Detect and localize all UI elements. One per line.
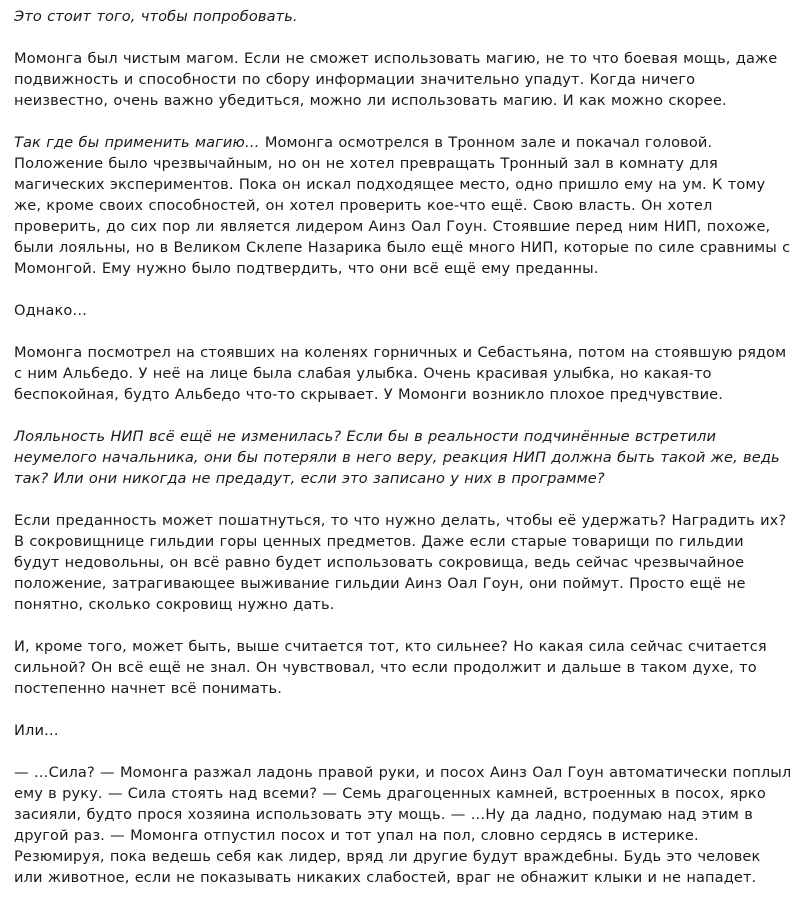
italic-text: Это стоит того, чтобы попробовать. bbox=[14, 8, 298, 25]
body-text: Момонга осмотрелся в Тронном зале и покачал головой. Положение было чрезвычайным, но он не хотел превращать Тронный зал в комнату для магических экспериментов. Пока он искал подходящее место, одно пришло ему на ум. К тому же, кроме своих способностей, он хотел проверить кое-что ещё. Свою власть. Он хотел проверить, до сих пор ли является лидером Аинз Оал Гоун. Стоявшие перед ним НИП, похоже, были лояльны, но в Великом Склепе Назарика было ещё много НИП, которые по силе сравнимы с Момонгой. Ему нужно было подтвердить, что они всё ещё ему преданны. bbox=[14, 134, 791, 277]
body-text: Или… bbox=[14, 722, 59, 739]
body-text: Момонга был чистым магом. Если не сможет использовать магию, не то что боевая мощь, даже подвижность и способности по сбору информации значительно упадут. Когда ничего неизвестно, очень важно убедиться, можно ли использовать магию. И как можно скорее. bbox=[14, 50, 778, 109]
paragraph-6 bbox=[14, 426, 792, 489]
body-text: Однако… bbox=[14, 302, 88, 319]
paragraph-3 bbox=[14, 132, 792, 279]
paragraph-2 bbox=[14, 48, 792, 111]
italic-text: Так где бы применить магию… bbox=[14, 134, 260, 151]
body-text: И, кроме того, может быть, выше считается тот, кто сильнее? Но какая сила сейчас считается сильной? Он всё ещё не знал. Он чувствовал, что если продолжит и дальше в таком духе, то постепенно начнет всё понимать. bbox=[14, 638, 767, 697]
paragraph-4 bbox=[14, 300, 792, 321]
italic-text: Лояльность НИП всё ещё не изменилась? Если бы в реальности подчинённые встретили неумелого начальника, они бы потеряли в него веру, реакция НИП должна быть такой же, ведь так? Или они никогда не предадут, если это записано у них в программе? bbox=[14, 428, 780, 487]
paragraph-9 bbox=[14, 720, 792, 741]
paragraph-10 bbox=[14, 762, 792, 888]
paragraph-8 bbox=[14, 636, 792, 699]
body-text: Если преданность может пошатнуться, то что нужно делать, чтобы её удержать? Наградить их? В сокровищнице гильдии горы ценных предметов. Даже если старые товарищи по гильдии будут недовольны, он всё равно будет использовать сокровища, ведь сейчас чрезвычайное положение, затрагивающее выживание гильдии Аинз Оал Гоун, они поймут. Просто ещё не понятно, сколько сокровищ нужно дать. bbox=[14, 512, 787, 613]
paragraph-5 bbox=[14, 342, 792, 405]
body-text: — …Сила? — Момонга разжал ладонь правой руки, и посох Аинз Оал Гоун автоматически поплыл ему в руку. — Сила стоять над всеми? — Семь драгоценных камней, встроенных в посох, ярко засияли, будто прося хозяина использовать эту мощь. — …Ну да ладно, подумаю над этим в другой раз. — Момонга отпустил посох и тот упал на пол, словно сердясь в истерике. Резюмируя, пока ведешь себя как лидер, вряд ли другие будут враждебны. Будь это человек или животное, если не показывать никаких слабостей, враг не обнажит клыки и не нападет. bbox=[14, 764, 792, 886]
paragraph-7 bbox=[14, 510, 792, 615]
body-text: Момонга посмотрел на стоявших на коленях горничных и Себастьяна, потом на стоявшую рядом с ним Альбедо. У неё на лице была слабая улыбка. Очень красивая улыбка, но какая-то беспокойная, будто Альбедо что-то скрывает. У Момонги возникло плохое предчувствие. bbox=[14, 344, 787, 403]
paragraph-1 bbox=[14, 6, 792, 27]
